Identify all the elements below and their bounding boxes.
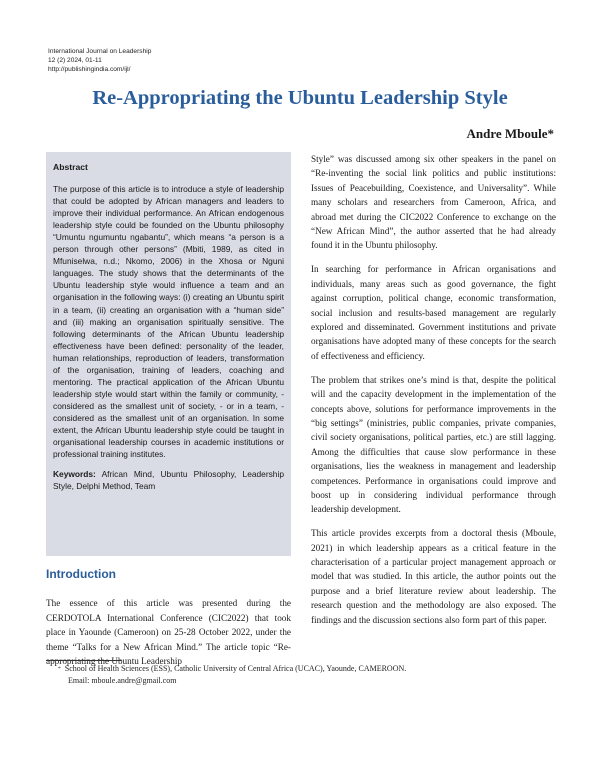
body-paragraph: This article provides excerpts from a doctoral thesis (Mboule, 2021) in which leadership appears as a critical feature in the characterisation of a particular project management approach or model that was studied. In this article, the author points out the purpose and a brief literature review about leadership. The research question and the methodology are also exposed. The findings and the discussion sections also form part of this paper. [311, 528, 556, 625]
journal-name: International Journal on Leadership [48, 48, 152, 55]
footnote-email[interactable]: Email: mboule.andre@gmail.com [68, 676, 177, 685]
footnote [58, 663, 406, 687]
journal-header [48, 47, 151, 74]
journal-volume: 12 (2) 2024, 01-11 [48, 57, 102, 64]
footnote-marker: * [58, 666, 61, 672]
abstract-heading: Abstract [53, 162, 88, 172]
journal-url[interactable]: http://publishingindia.com/ijl/ [48, 66, 131, 73]
introduction-paragraph: The essence of this article was presented during the CERDOTOLA International Conference (CIC2022) that took place in Yaounde (Cameroon) on 25-28 October 2022, under the theme “Talks for a New African Mind.” The article topic “Re-appropriating the Ubuntu Leadership [46, 598, 291, 667]
author-name: Andre Mboule* [466, 126, 554, 141]
introduction-heading: Introduction [46, 567, 116, 581]
footnote-divider [46, 660, 121, 661]
right-column [311, 152, 556, 637]
body-paragraph: The problem that strikes one’s mind is that, despite the political will and the capacity development in the implementation of the concepts above, solutions for performance improvements in the “big settings” (ministries, public companies, private companies, civil society organisations, political parties, etc.) are still lagging. Among the difficulties that cause slow performance in these organisations, lies the weakness in management and leadership competences. Performance in organisations could improve and boost up in considering individual performance through leadership development. [311, 374, 556, 515]
body-paragraph: In searching for performance in African organisations and individuals, many areas such as good governance, the fight against corruption, political change, economic transformation, social inclusion and results-based management are regularly explored and disseminated. Government institutions and private organisations have adopted many of these concepts for the search of effectiveness and efficiency. [311, 264, 556, 361]
article-title: Re-Appropriating the Ubuntu Leadership Style [92, 87, 508, 109]
abstract-box [46, 152, 291, 556]
keywords-list: African Mind, Ubuntu Philosophy, Leadership Style, Delphi Method, Team [53, 469, 284, 492]
keywords-label: Keywords: [53, 469, 96, 480]
keywords [53, 468, 284, 492]
footnote-affiliation: School of Health Sciences (ESS), Catholic University of Central Africa (UCAC), Yaounde, CAMEROON. [64, 664, 407, 673]
abstract-body: The purpose of this article is to introduce a style of leadership that could be adopted by African managers and leaders to improve their individual performance. An African endogenous leadership style could be founded on the Ubuntu philosophy “Umuntu ngumuntu ngabantu”, which means “a person is a person through other persons” (Mbiti, 1989, as cited in Mfuniselwa, n.d.; Nkomo, 2006) in the Xhosa or Nguni languages. The study shows that the determinants of the Ubuntu leadership style would influence a team and an organisation in the following ways: (i) creating an Ubuntu spirit in a team, (ii) creating an organisation with a “human side” and (iii) making an organisation spiritually sensitive. The following determinants of the African Ubuntu leadership effectiveness have been defined: personality of the leader, human relationships, reproduction of leaders, transformation of the organisation, training of leaders, coaching and mentoring. The practical application of the African Ubuntu leadership style would start within the family or community, - considered as the smallest unit of society, - or in a team, - considered as the smallest unit of an organisation. In some extent, the African Ubuntu leadership style could be taught in organisational leadership courses in academic institutions or professional training institutes. [53, 184, 284, 460]
body-paragraph: Style” was discussed among six other speakers in the panel on “Re-inventing the social link politics and public institutions: Issues of Peacebuilding, Coexistence, and Universality”. While many scholars and researchers from Cameroon, Africa, and abroad met during the CIC2022 Conference to exchange on the “New African Mind”, the author asserted that he had already found it in the Ubuntu philosophy. [311, 154, 556, 251]
